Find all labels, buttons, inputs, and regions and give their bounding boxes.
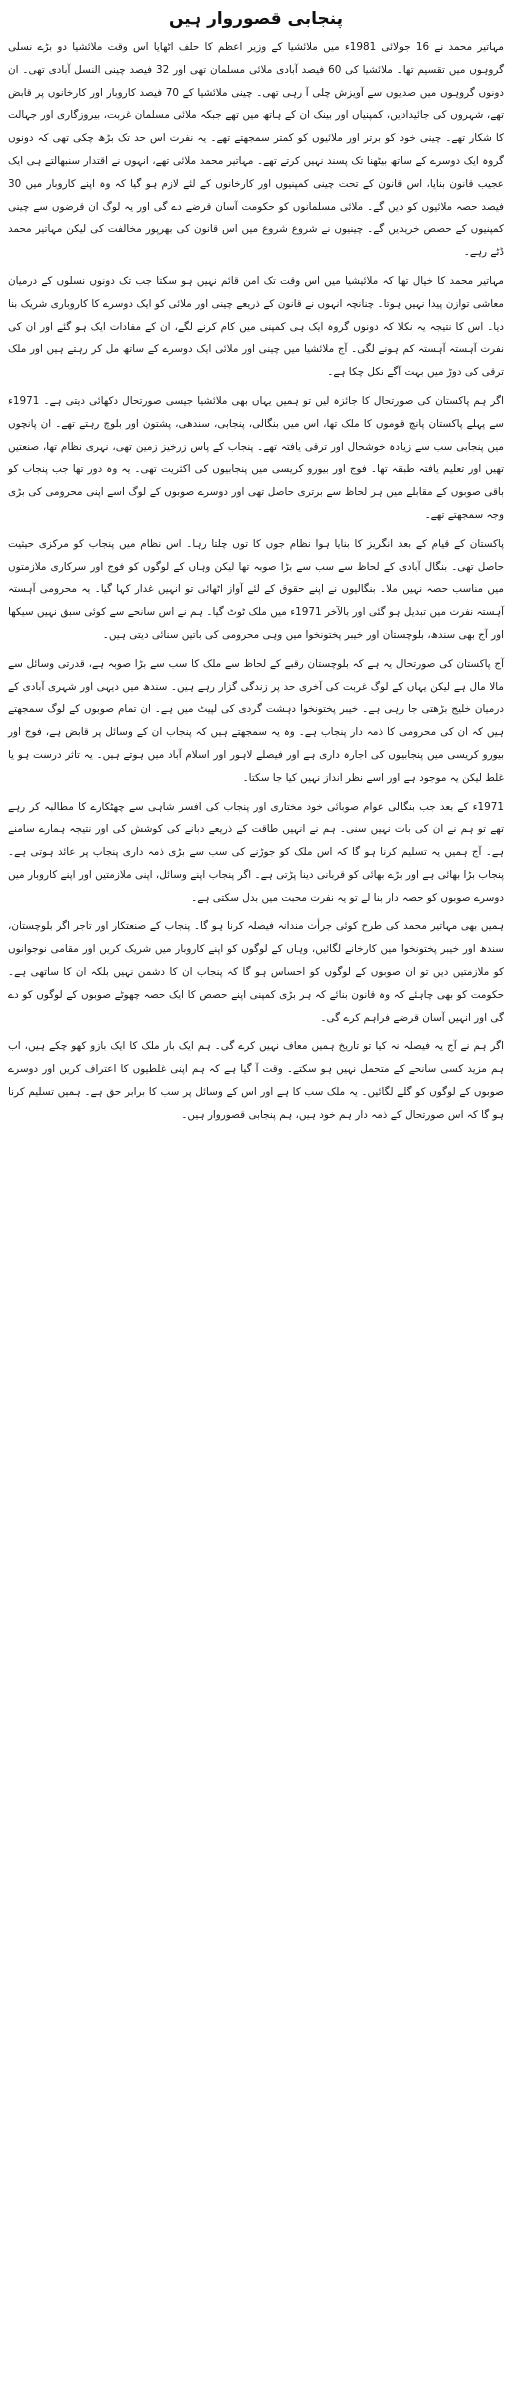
paragraph: مہاتیر محمد کا خیال تھا کہ ملائیشیا میں اس وقت تک امن قائم نہیں ہو سکتا جب تک دونوں نسلوں کے درمیان معاشی توازن پیدا نہیں ہوتا۔ چنانچہ انہوں نے قانون کے ذریعے چینی اور ملائی کو ایک دوسرے کا کاروباری شریک بنا دیا۔ اس کا نتیجہ یہ نکلا کہ دونوں گروہ ایک ہی کمپنی میں کام کرنے لگے، ان کے مفادات ایک ہو گئے اور ان کی نفرت آہستہ آہستہ کم ہونے لگی۔ آج ملائشیا میں چینی اور ملائی ایک دوسرے کے ساتھ مل کر رہتے ہیں اور ملک ترقی کی دوڑ میں بہت آگے نکل چکا ہے۔	[8, 274, 504, 379]
column-title: پنجابی قصوروار ہیں	[168, 9, 344, 29]
article-body	[8, 36, 504, 1127]
paragraph: اگر ہم نے آج یہ فیصلہ نہ کیا تو تاریخ ہمیں معاف نہیں کرے گی۔ ہم ایک بار ملک کا ایک بازو کھو چکے ہیں، اب ہم مزید کسی سانحے کے متحمل نہیں ہو سکتے۔ وقت آ گیا ہے کہ ہم اپنی غلطیوں کا اعتراف کریں اور دوسرے صوبوں کے لوگوں کو گلے لگائیں۔ یہ ملک سب کا ہے اور اس کے وسائل پر سب کا برابر حق ہے۔ ہمیں تسلیم کرنا ہو گا کہ اس صورتحال کے ذمہ دار ہم خود ہیں، ہم پنجابی قصوروار ہیں۔	[8, 1040, 504, 1121]
paragraph: پاکستان کے قیام کے بعد انگریز کا بنایا ہوا نظام جوں کا توں چلتا رہا۔ اس نظام میں پنجاب کو مرکزی حیثیت حاصل تھی۔ بنگال آبادی کے لحاظ سے سب سے بڑا صوبہ تھا لیکن وہاں کے لوگوں کو فوج اور سرکاری ملازمتوں میں مناسب حصہ نہیں ملا۔ بنگالیوں نے اپنے حقوق کے لئے آواز اٹھائی تو انہیں غدار کہا گیا۔ یہ محرومی آہستہ آہستہ نفرت میں تبدیل ہو گئی اور بالآخر 1971ء میں ملک ٹوٹ گیا۔ ہم نے اس سانحے سے کوئی سبق نہیں سیکھا اور آج بھی سندھ، بلوچستان اور خیبر پختونخوا میں وہی محرومی کی باتیں سنائی دیتی ہیں۔	[8, 537, 505, 641]
paragraph: آج پاکستان کی صورتحال یہ ہے کہ بلوچستان رقبے کے لحاظ سے ملک کا سب سے بڑا صوبہ ہے، قدرتی وسائل سے مالا مال ہے لیکن یہاں کے لوگ غربت کی آخری حد پر زندگی گزار رہے ہیں۔ سندھ میں دیہی اور شہری آبادی کے درمیان خلیج بڑھتی جا رہی ہے۔ خیبر پختونخوا دہشت گردی کی لپیٹ میں ہے۔ ان تمام صوبوں کے لوگ سمجھتے ہیں کہ ان کی محرومی کا ذمہ دار پنجاب ہے۔ وہ یہ سمجھتے ہیں کہ پنجاب ان کے وسائل پر قابض ہے، فوج اور بیورو کریسی میں پنجابیوں کی اجارہ داری ہے اور فیصلے لاہور اور اسلام آباد میں ہوتے ہیں۔ یہ تاثر درست ہو یا غلط لیکن یہ موجود ہے اور اسے نظر انداز نہیں کیا جا سکتا۔	[8, 657, 504, 784]
paragraph: مہاتیر محمد نے 16 جولائی 1981ء میں ملائشیا کے وزیر اعظم کا حلف اٹھایا اس وقت ملائشیا دو بڑے نسلی گروہوں میں تقسیم تھا۔ ملائشیا کی 60 فیصد آبادی ملائی مسلمان تھی اور 32 فیصد چینی النسل آبادی تھی۔ ان دونوں گروہوں میں صدیوں سے آویزش چلی آ رہی تھی۔ چینی ملائشیا کے 70 فیصد کاروبار اور کارخانوں پر قابض تھے، شہروں کی جائیدادیں، کمپنیاں اور بینک ان کے ہاتھ میں تھے جبکہ ملائی مسلمان غربت، بیروزگاری اور جہالت کا شکار تھے۔ چینی خود کو برتر اور ملائیوں کو کمتر سمجھتے تھے۔ یہ نفرت اس حد تک بڑھ چکی تھی کہ دونوں گروہ ایک دوسرے کے ساتھ بیٹھنا تک پسند نہیں کرتے تھے۔ مہاتیر محمد ملائی تھے، انہوں نے اقتدار سنبھالتے ہی ایک عجیب قانون بنایا، اس قانون کے تحت چینی کمپنیوں اور کارخانوں کے لئے لازم ہو گیا کہ وہ اپنے کاروبار میں 30 فیصد حصہ ملائیوں کو دیں گے۔ ملائی مسلمانوں کو حکومت آسان قرضے دے گی اور یہ لوگ ان قرضوں سے چینی کمپنیوں کے حصص خریدیں گے۔ چینیوں نے شروع شروع میں اس قانون کی بھرپور مخالفت کی لیکن مہاتیر محمد ڈٹے رہے۔	[8, 41, 505, 259]
paragraph: اگر ہم پاکستان کی صورتحال کا جائزہ لیں تو ہمیں یہاں بھی ملائشیا جیسی صورتحال دکھائی دیتی ہے۔ 1971ء سے پہلے پاکستان پانچ قوموں کا ملک تھا، اس میں بنگالی، پنجابی، سندھی، پشتون اور بلوچ رہتے تھے۔ ان پانچوں میں پنجابی سب سے زیادہ خوشحال اور ترقی یافتہ تھے۔ پنجاب کے پاس زرخیز زمین تھی، نہری نظام تھا، صنعتیں تھیں اور تعلیم یافتہ طبقہ تھا۔ فوج اور بیورو کریسی میں پنجابیوں کی اکثریت تھی۔ یہ وہ دور تھا جب پنجاب کو باقی صوبوں کے مقابلے میں ہر لحاظ سے برتری حاصل تھی اور دوسرے صوبوں کے لوگ اسے اپنی محرومی کی بڑی وجہ سمجھتے تھے۔	[8, 394, 504, 521]
paragraph: 1971ء کے بعد جب بنگالی عوام صوبائی خود مختاری اور پنجاب کی افسر شاہی سے چھٹکارے کا مطالبہ کر رہے تھے تو ہم نے ان کی بات نہیں سنی۔ ہم نے انہیں طاقت کے ذریعے دبانے کی کوشش کی اور نتیجہ ہمارے سامنے ہے۔ آج ہمیں یہ تسلیم کرنا ہو گا کہ اس ملک کو جوڑنے کی سب سے بڑی ذمہ داری پنجاب پر عائد ہوتی ہے۔ پنجاب بڑا بھائی ہے اور بڑے بھائی کو قربانی دینا پڑتی ہے۔ اگر پنجاب اپنے وسائل، اپنی ملازمتیں اور اپنے کاروبار میں دوسرے صوبوں کو حصہ دار بنا لے تو یہ نفرت محبت میں بدل سکتی ہے۔	[8, 800, 504, 904]
paragraph: ہمیں بھی مہاتیر محمد کی طرح کوئی جرأت مندانہ فیصلہ کرنا ہو گا۔ پنجاب کے صنعتکار اور تاجر اگر بلوچستان، سندھ اور خیبر پختونخوا میں کارخانے لگائیں، وہاں کے لوگوں کو اپنے کاروبار میں شریک کریں اور مقامی نوجوانوں کو ملازمتیں دیں تو ان صوبوں کے لوگوں کو احساس ہو گا کہ پنجاب ان کا دشمن نہیں بلکہ ان کا ساتھی ہے۔ حکومت کو بھی چاہئے کہ وہ قانون بنائے کہ ہر بڑی کمپنی اپنے حصص کا ایک حصہ چھوٹے صوبوں کے لوگوں کو دے گی اور انہیں آسان قرضے فراہم کرے گی۔	[8, 920, 504, 1024]
